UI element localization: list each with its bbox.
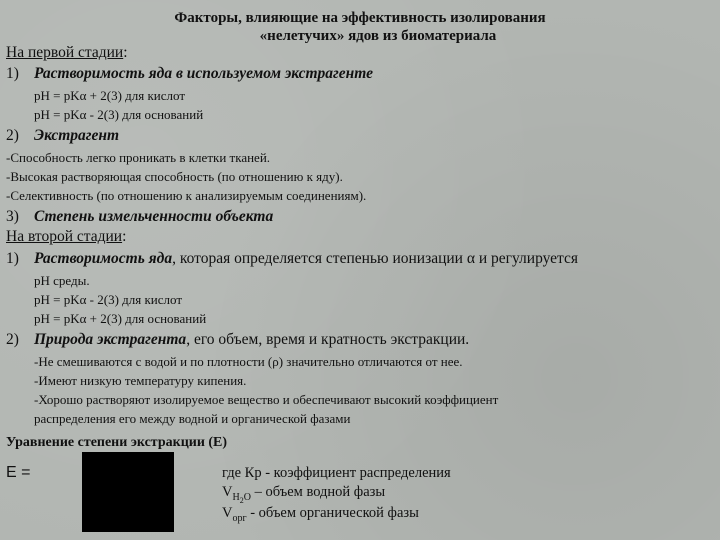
organic-volume-definition xyxy=(222,505,419,524)
page-title xyxy=(0,9,720,45)
equation-formula-image xyxy=(82,452,174,532)
stage2-prop-2: -Имеют низкую температуру кипения. xyxy=(34,373,247,388)
organic-volume-subscript: орг xyxy=(232,512,247,524)
stage1-prop-3: -Селективность (по отношению к анализируемым соединениям). xyxy=(6,188,367,203)
stage1-item-2-num: 2) xyxy=(6,127,19,144)
stage2-prop-1: -Не смешиваются с водой и по плотности (ρ) значительно отличаются от нее. xyxy=(34,354,463,369)
stage2-ph-env: pH среды. xyxy=(34,273,90,288)
stage2-ph-base: pH = pKα + 2(3) для оснований xyxy=(34,311,207,326)
stage1-heading xyxy=(6,44,128,62)
stage1-prop-2: -Высокая растворяющая способность (по отношению к яду). xyxy=(6,169,343,184)
stage1-item-3 xyxy=(6,208,273,226)
stage2-item-2-rest: , его объем, время и кратность экстракции. xyxy=(186,331,470,348)
kp-definition: где Кр - коэффициент распределения xyxy=(222,465,451,481)
stage1-colon: : xyxy=(123,44,128,61)
stage1-item-1-num: 1) xyxy=(6,65,19,82)
stage1-item-1 xyxy=(6,65,373,83)
water-volume-text: – объем водной фазы xyxy=(250,484,386,500)
stage2-item-2 xyxy=(6,331,469,349)
water-volume-symbol: V xyxy=(222,484,233,500)
water-volume-subscript xyxy=(232,492,250,503)
stage1-prop-1: -Способность легко проникать в клетки тканей. xyxy=(6,150,271,165)
water-volume-definition xyxy=(222,484,385,505)
equation-lhs: E = xyxy=(6,464,31,481)
organic-volume-text: - объем органической фазы xyxy=(246,505,419,521)
stage1-item-3-num: 3) xyxy=(6,208,19,225)
stage2-prop-4: распределения его между водной и органической фазами xyxy=(34,411,351,426)
stage1-item-2-text: Экстрагент xyxy=(34,127,120,144)
stage2-prop-3: -Хорошо растворяют изолируемое вещество и обеспечивают высокий коэффициент xyxy=(34,392,499,407)
stage1-heading-text: На первой стадии xyxy=(6,44,124,61)
organic-volume-symbol: V xyxy=(222,505,233,521)
water-sub-2: 2 xyxy=(239,495,244,505)
stage1-item-3-text: Степень измельченности объекта xyxy=(34,208,274,225)
stage2-ph-acid: pH = pKα - 2(3) для кислот xyxy=(34,292,183,307)
stage1-item-1-text: Растворимость яда в используемом экстрагенте xyxy=(34,65,373,82)
stage1-item-2 xyxy=(6,127,119,145)
stage2-item-1 xyxy=(6,250,578,268)
stage2-item-1-num: 1) xyxy=(6,250,19,267)
title-line-1: Факторы, влияющие на эффективность изолирования xyxy=(174,10,546,26)
stage2-item-1-rest: , которая определяется степенью ионизации α и регулируется xyxy=(172,250,579,267)
stage2-heading xyxy=(6,228,126,246)
stage2-item-2-num: 2) xyxy=(6,331,19,348)
equation-heading: Уравнение степени экстракции (Е) xyxy=(6,435,228,450)
stage2-colon: : xyxy=(122,228,127,245)
water-sub-o: O xyxy=(243,491,251,503)
stage2-item-1-bold: Растворимость яда xyxy=(34,250,173,267)
title-line-2: «нелетучих» ядов из биоматериала xyxy=(259,28,497,44)
stage1-ph-acid: pH = pKα + 2(3) для кислот xyxy=(34,88,186,103)
stage1-ph-base: pH = pKα - 2(3) для оснований xyxy=(34,107,204,122)
stage2-heading-text: На второй стадии xyxy=(6,228,123,245)
stage2-item-2-bold: Природа экстрагента xyxy=(34,331,187,348)
water-sub-h: H xyxy=(232,491,240,503)
